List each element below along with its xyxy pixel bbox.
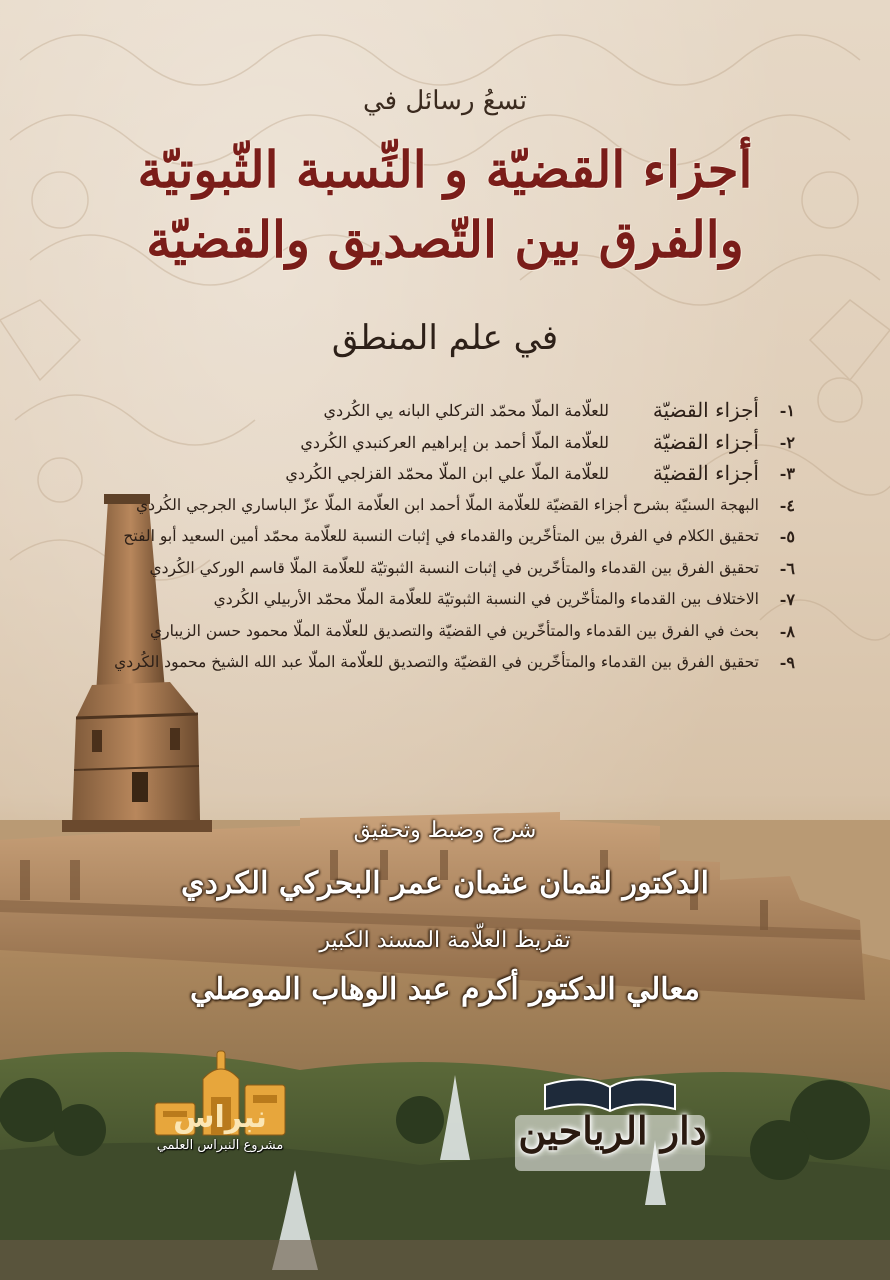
list-item — [95, 490, 795, 522]
open-book-icon — [545, 1079, 675, 1111]
foreword-author: معالي الدكتور أكرم عبد الوهاب الموصلي — [190, 972, 700, 1007]
treatise-number: ٩- — [779, 653, 795, 672]
treatise-number: ٢- — [779, 432, 795, 452]
treatise-author: للعلّامة الملّا محمّد التركلي البانه يي الكُردي — [323, 401, 609, 420]
treatise-title: أجزاء القضيّة — [652, 429, 759, 454]
list-item — [95, 521, 795, 553]
list-item — [95, 616, 795, 648]
cover-subtitle: في علم المنطق — [331, 318, 559, 358]
treatise-author: للعلّامة الملّا علي ابن الملّا محمّد القزلجي الكُردي — [285, 464, 609, 483]
nibras-logo-text: نبراس — [173, 1100, 267, 1135]
treatise-number: ٤- — [779, 495, 795, 515]
foreword-role: تقريظ العلّامة المسند الكبير — [319, 928, 571, 953]
treatise-full-text: تحقيق الكلام في الفرق بين المتأخّرين والقدماء في إثبات النسبة للعلّامة محمّد أمين السعيد أبو الفتح — [123, 527, 759, 545]
treatise-author: للعلّامة الملّا أحمد بن إبراهيم العركنبدي الكُردي — [300, 432, 609, 452]
list-item — [95, 647, 795, 679]
cover-pretitle: تسعُ رسائل في — [362, 86, 528, 116]
cover-title-line-2: والفرق بين التّصديق والقضيّة — [146, 210, 744, 269]
nibras-caption: مشروع النبراس العلمي — [156, 1138, 284, 1153]
treatise-title: أجزاء القضيّة — [652, 461, 759, 485]
list-item — [95, 553, 795, 585]
treatise-number: ٦- — [779, 558, 795, 578]
treatise-full-text: البهجة السنيّة بشرح أجزاء القضيّة للعلّامة الملّا أحمد ابن العلّامة الملّا عزّ الباساري الجرجي الكُردي — [136, 495, 759, 514]
treatise-title: أجزاء القضيّة — [652, 398, 759, 422]
treatise-number: ٧- — [779, 590, 795, 609]
treatise-number: ٥- — [779, 527, 795, 546]
treatise-number: ٣- — [779, 464, 795, 483]
treatise-full-text: تحقيق الفرق بين القدماء والمتأخّرين في القضيّة والتصديق للعلّامة الملّا عبد الله الشيخ محمود الكُردي — [114, 653, 759, 671]
list-item — [95, 395, 795, 427]
treatise-full-text: الاختلاف بين القدماء والمتأخّرين في النسبة الثبوتيّة للعلّامة الملّا محمّد الأربيلي الكُردي — [213, 590, 759, 608]
dar-alrayaheen-name: دار الرياحين — [518, 1108, 707, 1153]
list-item — [95, 458, 795, 490]
editor-name: الدكتور لقمان عثمان عمر البحركي الكردي — [180, 866, 710, 901]
treatise-full-text: بحث في الفرق بين القدماء والمتأخّرين في القضيّة والتصديق للعلّامة الملّا محمود حسن الزيباري — [150, 621, 759, 640]
editor-role: شرح وضبط وتحقيق — [353, 818, 537, 843]
treatise-full-text: تحقيق الفرق بين القدماء والمتأخّرين في إثبات النسبة الثبوتيّة للعلّامة الملّا قاسم الوركي الكُردي — [149, 558, 759, 577]
treatise-number: ٨- — [779, 621, 795, 641]
treatise-list — [95, 395, 795, 679]
treatise-number: ١- — [779, 401, 795, 420]
list-item — [95, 427, 795, 459]
cover-title-line-1: أجزاء القضيّة و النِّسبة الثّبوتيّة — [137, 140, 753, 199]
list-item — [95, 584, 795, 616]
